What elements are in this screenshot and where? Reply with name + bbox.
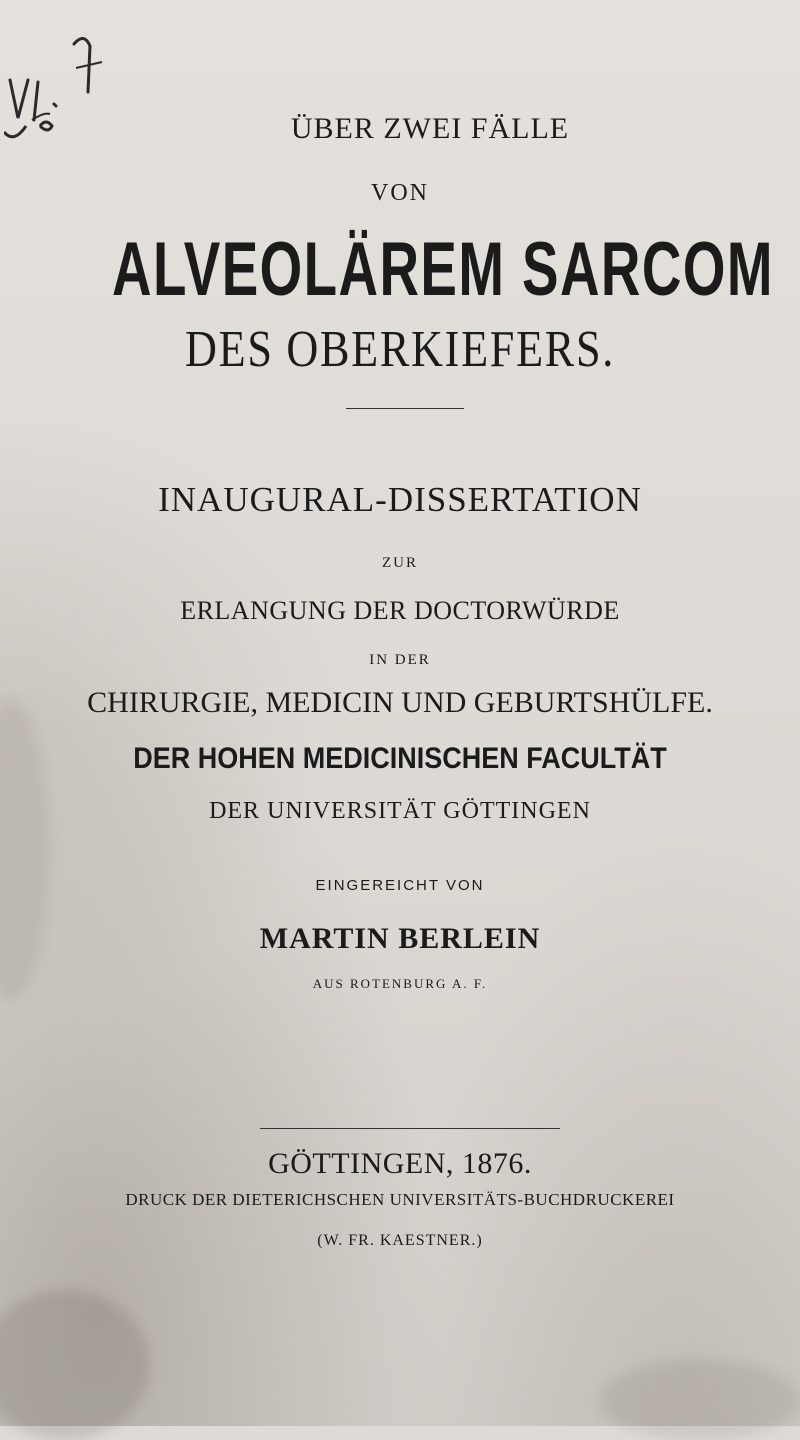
- dissertation-heading: INAUGURAL-DISSERTATION: [158, 480, 642, 519]
- imprint-printer-owner: (W. FR. KAESTNER.): [317, 1232, 483, 1249]
- title-line-3: ALVEOLÄREM SARCOM: [112, 227, 774, 312]
- dissertation-in-der: IN DER: [369, 652, 431, 668]
- foxing-stain: [600, 1360, 800, 1440]
- foxing-stain: [0, 1290, 150, 1440]
- imprint-place-year: GÖTTINGEN, 1876.: [268, 1147, 532, 1180]
- title-line-1: ÜBER ZWEI FÄLLE: [290, 112, 570, 145]
- author-name: MARTIN BERLEIN: [259, 922, 541, 955]
- submitted-by-label: EINGEREICHT VON: [315, 877, 485, 894]
- dissertation-faculty: DER HOHEN MEDICINISCHEN FACULTÄT: [133, 742, 667, 775]
- title-line-4: DES OBERKIEFERS.: [185, 321, 615, 378]
- dissertation-purpose: ERLANGUNG DER DOCTORWÜRDE: [180, 596, 620, 625]
- divider-rule: [346, 408, 464, 409]
- author-origin: AUS ROTENBURG A. F.: [312, 976, 488, 991]
- imprint-printer: DRUCK DER DIETERICHSCHEN UNIVERSITÄTS-BUCHDRUCKEREI: [125, 1190, 675, 1209]
- dissertation-fields: CHIRURGIE, MEDICIN UND GEBURTSHÜLFE.: [87, 686, 713, 719]
- divider-rule: [260, 1128, 560, 1129]
- dissertation-zur: ZUR: [382, 555, 418, 571]
- dissertation-university: DER UNIVERSITÄT GÖTTINGEN: [209, 798, 591, 824]
- title-line-2: VON: [371, 180, 429, 206]
